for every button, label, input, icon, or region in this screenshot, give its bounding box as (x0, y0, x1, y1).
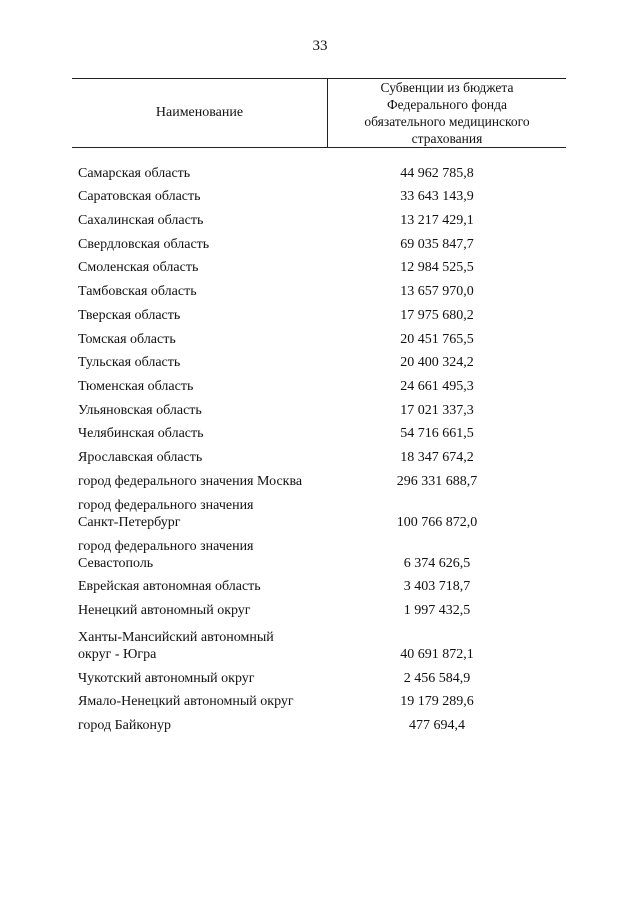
region-name: город федерального значения Севастополь (78, 538, 254, 571)
subsidy-amount: 20 400 324,2 (400, 355, 474, 371)
subsidy-amount: 20 451 765,5 (400, 331, 474, 347)
region-name: Смоленская область (78, 260, 199, 276)
subsidy-amount: 17 975 680,2 (400, 307, 474, 323)
region-name: Ульяновская область (78, 402, 202, 418)
subsidy-amount: 1 997 432,5 (403, 603, 471, 618)
table-row (78, 423, 566, 447)
region-name: Еврейская автономная область (78, 579, 261, 595)
table-row (78, 470, 566, 494)
region-name: город федерального значения Санкт-Петербург (78, 497, 254, 530)
table-row (78, 257, 566, 281)
region-name: Тверская область (78, 307, 181, 323)
table-row (78, 280, 566, 304)
table-row (78, 535, 566, 576)
table-row (78, 714, 566, 738)
subsidy-amount: 40 691 872,1 (400, 647, 474, 662)
region-name: город федерального значения Москва (78, 473, 303, 489)
region-name: город Байконур (78, 718, 171, 734)
column-header-subsidy: Субвенции из бюджета Федерального фонда обязательного медицинского страхования (364, 80, 530, 146)
subsidy-amount: 19 179 289,6 (400, 694, 474, 710)
table-row (78, 209, 566, 233)
region-name: Ярославская область (78, 449, 203, 465)
table-header (72, 78, 566, 148)
subsidy-amount: 13 657 970,0 (400, 284, 474, 300)
region-name: Ненецкий автономный округ (78, 603, 251, 618)
table-row (78, 352, 566, 376)
region-name: Ханты-Мансийский автономный округ - Югра (78, 630, 274, 662)
region-name: Томская область (78, 331, 176, 347)
subsidy-amount: 18 347 674,2 (400, 449, 474, 465)
subsidy-amount: 17 021 337,3 (400, 402, 474, 418)
table-row (78, 162, 566, 186)
subsidy-amount: 24 661 495,3 (400, 378, 474, 394)
table-row (78, 599, 566, 623)
table-row (78, 691, 566, 715)
table-row (78, 375, 566, 399)
table-row (78, 623, 566, 667)
subsidy-amount: 54 716 661,5 (400, 426, 474, 442)
column-header-name: Наименование (155, 105, 244, 120)
subsidy-amount: 477 694,4 (409, 718, 465, 734)
subsidy-amount: 3 403 718,7 (403, 579, 471, 595)
table-row (78, 446, 566, 470)
region-name: Саратовская область (78, 189, 201, 205)
subsidy-amount: 100 766 872,0 (396, 514, 478, 530)
region-name: Тульская область (78, 355, 181, 371)
region-name: Свердловская область (78, 236, 210, 252)
table-row (78, 328, 566, 352)
page-number: 33 (312, 38, 328, 54)
subsidy-amount: 13 217 429,1 (400, 213, 474, 229)
region-name: Челябинская область (78, 426, 204, 442)
table-row (78, 304, 566, 328)
region-name: Ямало-Ненецкий автономный округ (78, 694, 294, 710)
region-name: Сахалинская область (78, 213, 204, 229)
subsidy-amount: 2 456 584,9 (403, 670, 471, 686)
table-row (78, 576, 566, 600)
table-body (78, 162, 566, 738)
table-row (78, 233, 566, 257)
subsidy-amount: 12 984 525,5 (400, 260, 474, 276)
subsidy-amount: 44 962 785,8 (400, 165, 474, 181)
subsidy-amount: 6 374 626,5 (403, 555, 471, 571)
table-row (78, 399, 566, 423)
table-row (78, 494, 566, 535)
table-row (78, 186, 566, 210)
region-name: Самарская область (78, 165, 191, 181)
region-name: Чукотский автономный округ (78, 670, 255, 686)
region-name: Тюменская область (78, 378, 194, 394)
subsidy-amount: 33 643 143,9 (400, 189, 474, 205)
table-row (78, 667, 566, 691)
subsidy-amount: 296 331 688,7 (396, 473, 478, 489)
region-name: Тамбовская область (78, 284, 197, 300)
subsidy-amount: 69 035 847,7 (400, 236, 474, 252)
